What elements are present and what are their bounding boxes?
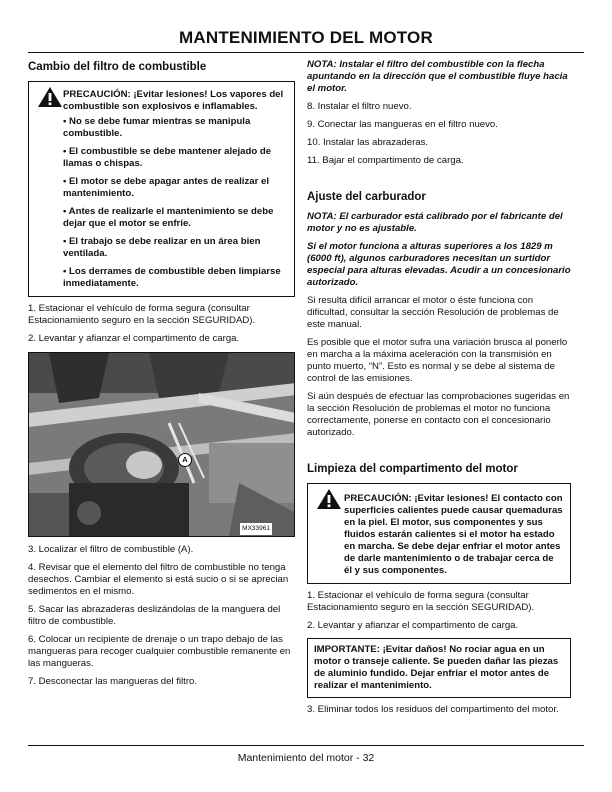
page-footer: Mantenimiento del motor - 32 (237, 752, 375, 764)
step-paragraph: 7. Desconectar las mangueras del filtro. (28, 676, 198, 687)
step-paragraph: 1. Estacionar el vehículo de forma segura (consultar Estacionamiento seguro en la sección SEGURIDAD). (28, 303, 256, 326)
note-filter-arrow: NOTA: Instalar el filtro del combustible con la flecha apuntando en la dirección que el combustible fluye hacia el motor. (307, 59, 568, 94)
step-paragraph: 6. Colocar un recipiente de drenaje o un trapo debajo de las mangueras para recoger cualquier combustible remanente en las mangueras. (28, 634, 291, 669)
figure-id: MX33961 (240, 523, 272, 535)
body-paragraph: Es posible que el motor sufra una variación brusca al ponerlo en marcha a la máxima aceleración con la transmisión en punto muerto, “N”. Esto es normal y se debe al sistema de control de las emisiones. (307, 337, 568, 384)
left-column (28, 58, 295, 694)
caution-list (63, 116, 288, 290)
caution-item: • No se debe fumar mientras se manipula combustible. (63, 116, 288, 140)
body-paragraph: Si aún después de efectuar las comprobaciones sugeridas en la sección Resolución de problemas el motor no funciona correctamente, ponerse en contacto con el concesionario autorizado. (307, 391, 570, 438)
step-paragraph: 2. Levantar y afianzar el compartimento de carga. (307, 620, 519, 631)
caution-item: • El motor se debe apagar antes de realizar el mantenimiento. (63, 176, 288, 200)
step-paragraph: 9. Conectar las mangueras en el filtro nuevo. (307, 119, 498, 130)
title-rule (28, 52, 584, 53)
step-paragraph: 5. Sacar las abrazaderas deslizándolas de la manguera del filtro de combustible. (28, 604, 281, 627)
caution-heading-text: PRECAUCIÓN: ¡Evitar lesiones! Los vapores del combustible son explosivos e inflamables. (63, 89, 284, 112)
caution-heading (314, 493, 564, 577)
caution-item: • El combustible se debe mantener alejado de llamas o chispas. (63, 146, 288, 170)
step-paragraph: 8. Instalar el filtro nuevo. (307, 101, 412, 112)
step-paragraph: 4. Revisar que el elemento del filtro de combustible no tenga desechos. Cambiar el elemento si está sucio o si se aprecian sedimentos en el mismo. (28, 562, 289, 597)
engine-illustration (29, 353, 295, 536)
section-heading-engine-cleaning: Limpieza del compartimento del motor (307, 463, 518, 475)
page-title: MANTENIMIENTO DEL MOTOR (179, 28, 433, 47)
note-carburetor: NOTA: El carburador está calibrado por el fabricante del motor y no es ajustable. (307, 211, 563, 234)
caution-item: • Antes de realizarle el mantenimiento se debe dejar que el motor se enfríe. (63, 206, 288, 230)
fuel-filter-photo (28, 352, 295, 537)
section-heading-fuel-filter: Cambio del filtro de combustible (28, 61, 207, 73)
step-paragraph: 3. Localizar el filtro de combustible (A). (28, 544, 194, 555)
warning-triangle-icon (316, 488, 342, 510)
note-altitude: Si el motor funciona a alturas superiores a los 1829 m (6000 ft), algunos carburadores necesitan un surtidor especial para alturas elevadas. Acudir a un concesionario autorizado. (307, 241, 571, 288)
important-box: IMPORTANTE: ¡Evitar daños! No rociar agua en un motor o transeje caliente. Se pueden dañar las piezas de aluminio fundido. Dejar enfriar el motor antes de realizar el mantenimiento. (307, 638, 571, 698)
step-paragraph: 2. Levantar y afianzar el compartimento de carga. (28, 333, 240, 344)
caution-heading (35, 89, 288, 113)
caution-heading-text: PRECAUCIÓN: ¡Evitar lesiones! El contacto con superficies calientes puede causar quemaduras en la piel. El motor, sus componentes y sus fluidos estarán calientes si el motor ha estado en marcha. Se debe dejar enfriar el motor antes de darle mantenimiento o de trabajar cerca de él y sus componentes. (344, 493, 563, 576)
section-heading-carburetor: Ajuste del carburador (307, 191, 426, 203)
body-paragraph: Si resulta difícil arrancar el motor o éste funciona con dificultad, consultar la sección Resolución de problemas de este manual. (307, 295, 559, 330)
footer-rule (28, 745, 584, 746)
step-paragraph: 10. Instalar las abrazaderas. (307, 137, 429, 148)
caution-box-hot (307, 483, 571, 584)
caution-item: • Los derrames de combustible deben limpiarse inmediatamente. (63, 266, 288, 290)
step-paragraph: 11. Bajar el compartimento de carga. (307, 155, 464, 166)
callout-label-a: A (178, 453, 192, 467)
step-paragraph: 3. Eliminar todos los residuos del compartimento del motor. (307, 704, 559, 715)
caution-box-fuel (28, 81, 295, 297)
step-paragraph: 1. Estacionar el vehículo de forma segura (consultar Estacionamiento seguro en la sección SEGURIDAD). (307, 590, 535, 613)
caution-item: • El trabajo se debe realizar en un área bien ventilada. (63, 236, 288, 260)
warning-triangle-icon (37, 86, 63, 108)
right-column (307, 58, 571, 722)
